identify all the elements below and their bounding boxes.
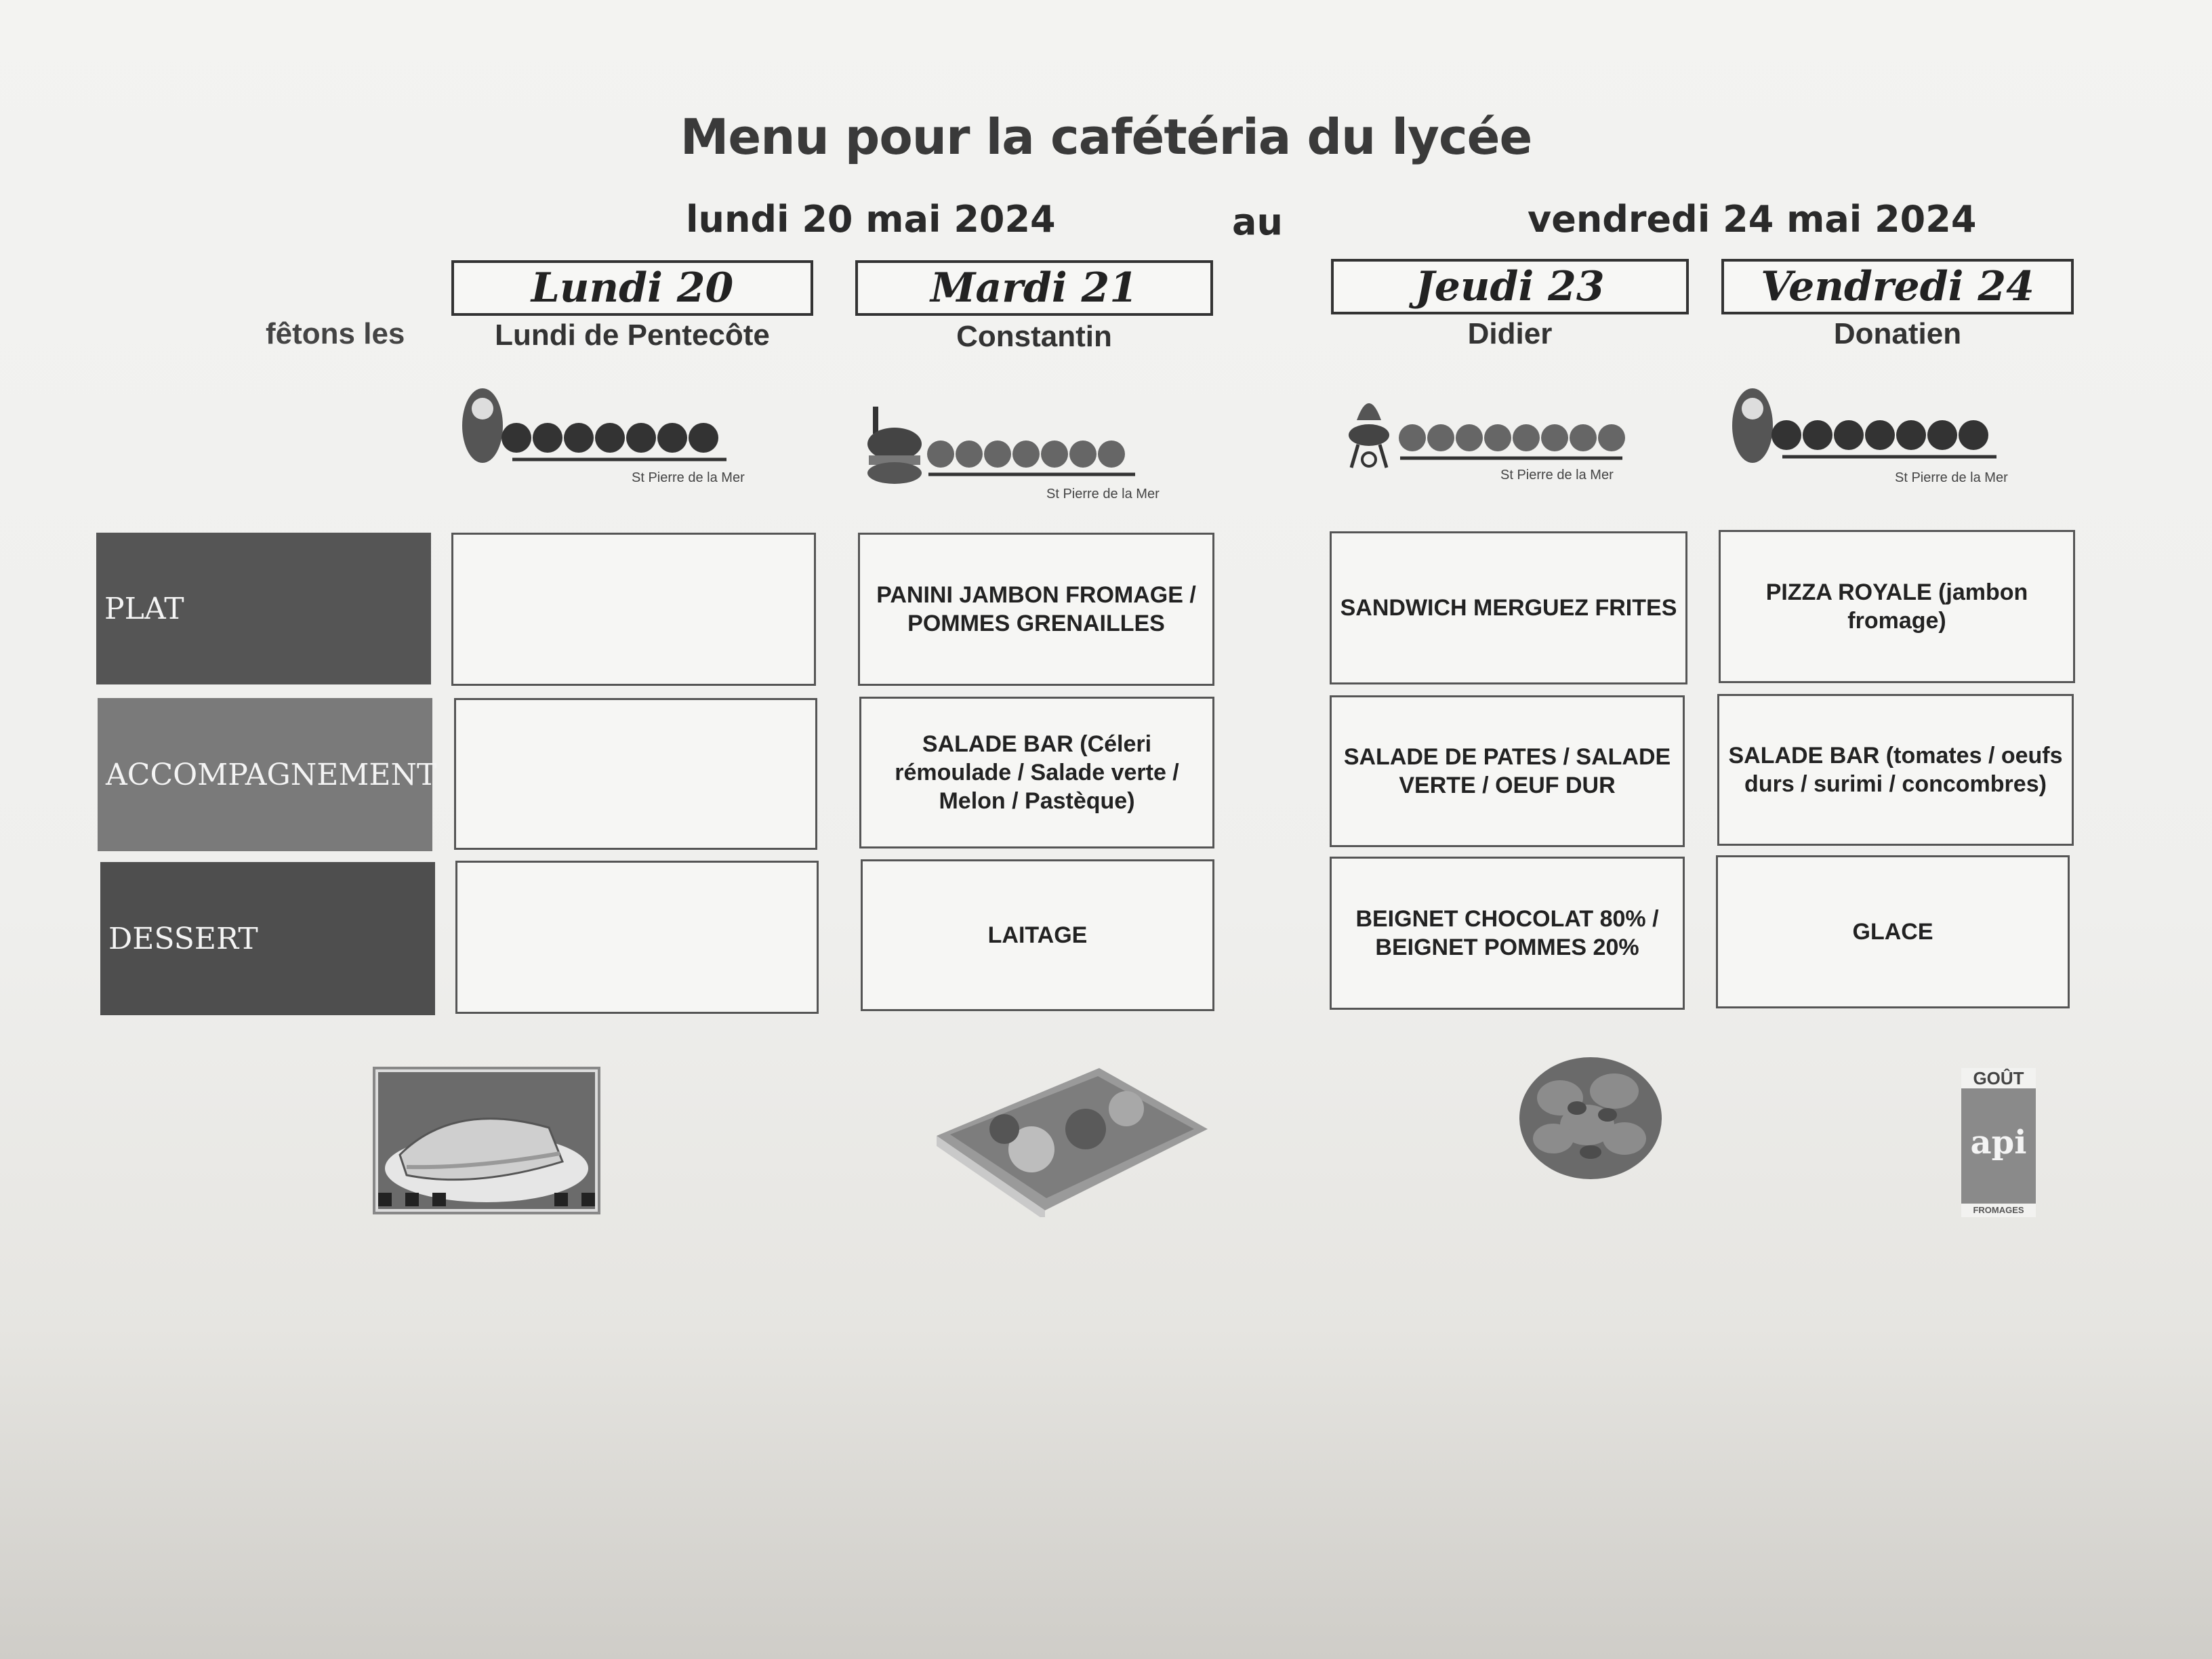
page-title: Menu pour la cafétéria du lycée (680, 108, 1532, 165)
day-header-jeudi: Jeudi 23 (1331, 259, 1689, 314)
lettuce-image (1513, 1044, 1668, 1186)
cell-dessert-vendredi: GLACE (1716, 855, 2070, 1008)
cell-dessert-lundi (455, 861, 819, 1014)
cell-accompagnement-vendredi: SALADE BAR (tomates / oeufs durs / surimi / concombres) (1717, 694, 2074, 846)
saint-jeudi: Didier (1467, 317, 1553, 350)
row-label-plat: PLAT (96, 533, 431, 684)
cell-plat-mardi: PANINI JAMBON FROMAGE / POMMES GRENAILLES (858, 533, 1214, 686)
saint-lundi: Lundi de Pentecôte (495, 319, 770, 352)
logo-subtext-jeudi: St Pierre de la Mer (1500, 468, 1614, 483)
fetons-label: fêtons les (266, 317, 405, 350)
day-header-vendredi: Vendredi 24 (1721, 259, 2074, 314)
saint-vendredi: Donatien (1833, 317, 1962, 350)
cell-accompagnement-jeudi: SALADE DE PATES / SALADE VERTE / OEUF DUR (1330, 695, 1685, 847)
cell-dessert-mardi: LAITAGE (861, 859, 1214, 1011)
cell-plat-lundi (451, 533, 816, 686)
day-header-mardi: Mardi 21 (855, 260, 1213, 316)
cell-plat-jeudi: SANDWICH MERGUEZ FRITES (1330, 531, 1687, 684)
panini-image (373, 1067, 600, 1214)
grillatout-logo (1345, 380, 1629, 508)
cell-accompagnement-lundi (454, 698, 817, 850)
day-header-lundi: Lundi 20 (451, 260, 813, 316)
gout-api-badge (1961, 1068, 2036, 1217)
row-label-dessert: DESSERT (100, 862, 435, 1015)
salad-plate-image (930, 1054, 1214, 1217)
logo-subtext-vendredi: St Pierre de la Mer (1895, 470, 2008, 485)
cell-accompagnement-mardi: SALADE BAR (Céleri rémoulade / Salade verte / Melon / Pastèque) (859, 697, 1214, 848)
row-label-accompagnement: ACCOMPAGNEMENT (98, 698, 432, 851)
badge-bottom-text: FROMAGES (1961, 1204, 2036, 1217)
badge-top-text: GOÛT (1961, 1068, 2036, 1088)
date-to: vendredi 24 mai 2024 (1528, 198, 1977, 241)
cell-dessert-jeudi: BEIGNET CHOCOLAT 80% / BEIGNET POMMES 20% (1330, 857, 1685, 1010)
saint-mardi: Constantin (956, 320, 1112, 353)
logo-subtext-mardi: St Pierre de la Mer (1046, 487, 1160, 501)
badge-middle-text: api (1970, 1124, 2027, 1162)
date-separator: au (1232, 201, 1283, 243)
cell-plat-vendredi: PIZZA ROYALE (jambon fromage) (1719, 530, 2075, 683)
logo-subtext-lundi: St Pierre de la Mer (632, 470, 745, 485)
date-from: lundi 20 mai 2024 (686, 198, 1056, 241)
